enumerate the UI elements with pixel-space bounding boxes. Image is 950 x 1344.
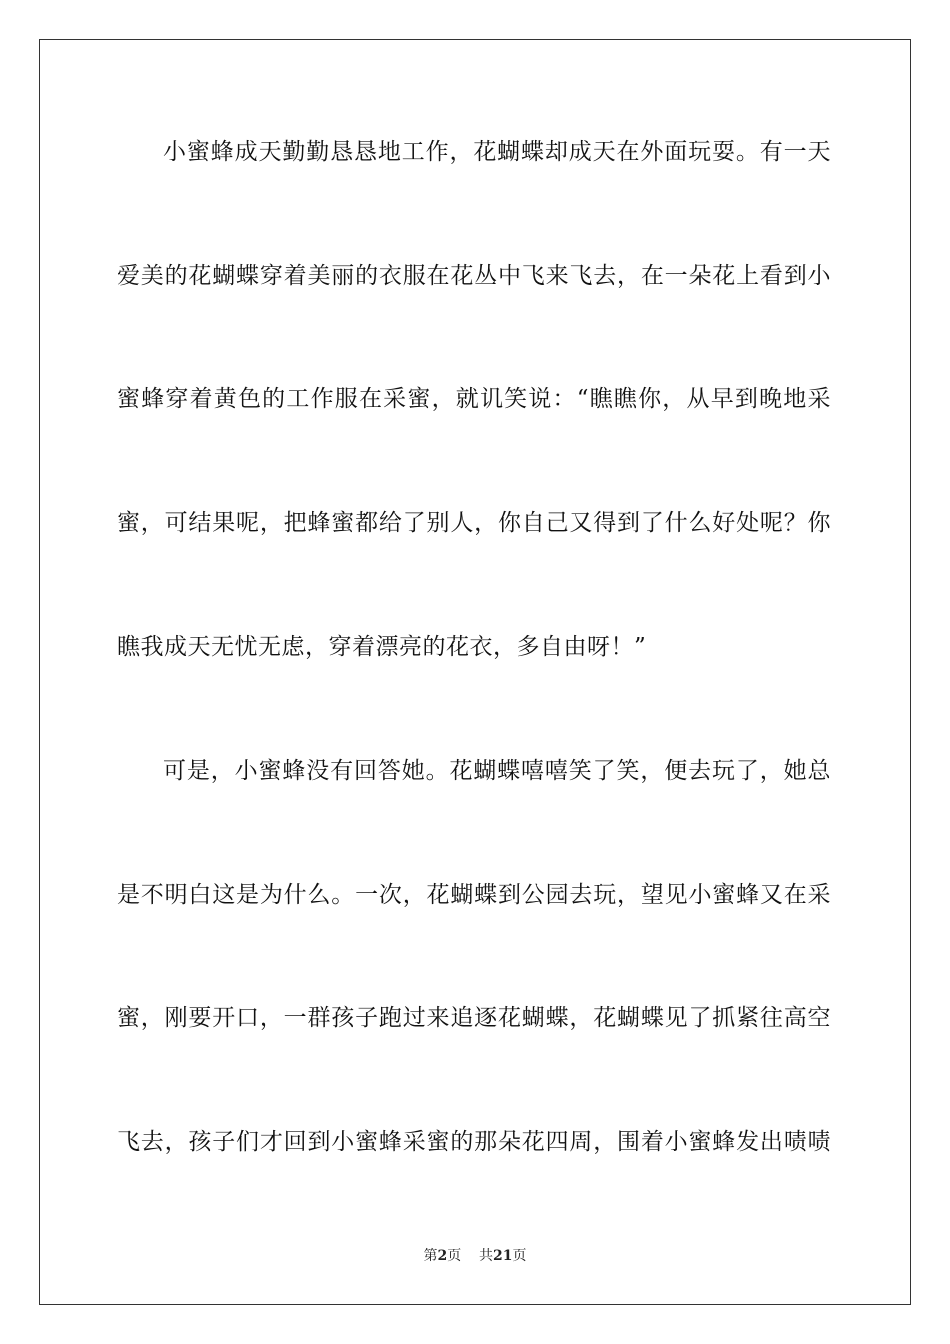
page-prefix: 第 (423, 1248, 438, 1264)
paragraph-line-5: 瞧我成天无忧无虑，穿着漂亮的花衣，多自由呀！” (117, 634, 647, 660)
paragraph-line-9: 飞去，孩子们才回到小蜜蜂采蜜的那朵花四周，围着小蜜蜂发出啧啧 (117, 1129, 831, 1155)
paragraph-line-1: 小蜜蜂成天勤勤恳恳地工作，花蝴蝶却成天在外面玩耍。有一天 (163, 139, 831, 165)
page-suffix: 页 (447, 1248, 462, 1264)
paragraph-line-7: 是不明白这是为什么。一次，花蝴蝶到公园去玩，望见小蜜蜂又在采 (117, 882, 831, 908)
total-suffix: 页 (512, 1248, 527, 1264)
page-number: 2 (437, 1248, 448, 1264)
total-pages: 21 (493, 1248, 513, 1264)
paragraph-line-8: 蜜，刚要开口，一群孩子跑过来追逐花蝴蝶，花蝴蝶见了抓紧往高空 (117, 1005, 831, 1031)
total-prefix: 共 (479, 1248, 494, 1264)
paragraph-line-6: 可是，小蜜蜂没有回答她。花蝴蝶嘻嘻笑了笑，便去玩了，她总 (163, 758, 831, 784)
page-footer (0, 1247, 950, 1265)
page-border (39, 39, 911, 1305)
paragraph-line-3: 蜜蜂穿着黄色的工作服在采蜜，就讥笑说：“瞧瞧你，从早到晚地采 (117, 386, 831, 412)
paragraph-line-2: 爱美的花蝴蝶穿着美丽的衣服在花丛中飞来飞去，在一朵花上看到小 (117, 263, 831, 289)
paragraph-line-4: 蜜，可结果呢，把蜂蜜都给了别人，你自己又得到了什么好处呢？你 (117, 510, 831, 536)
